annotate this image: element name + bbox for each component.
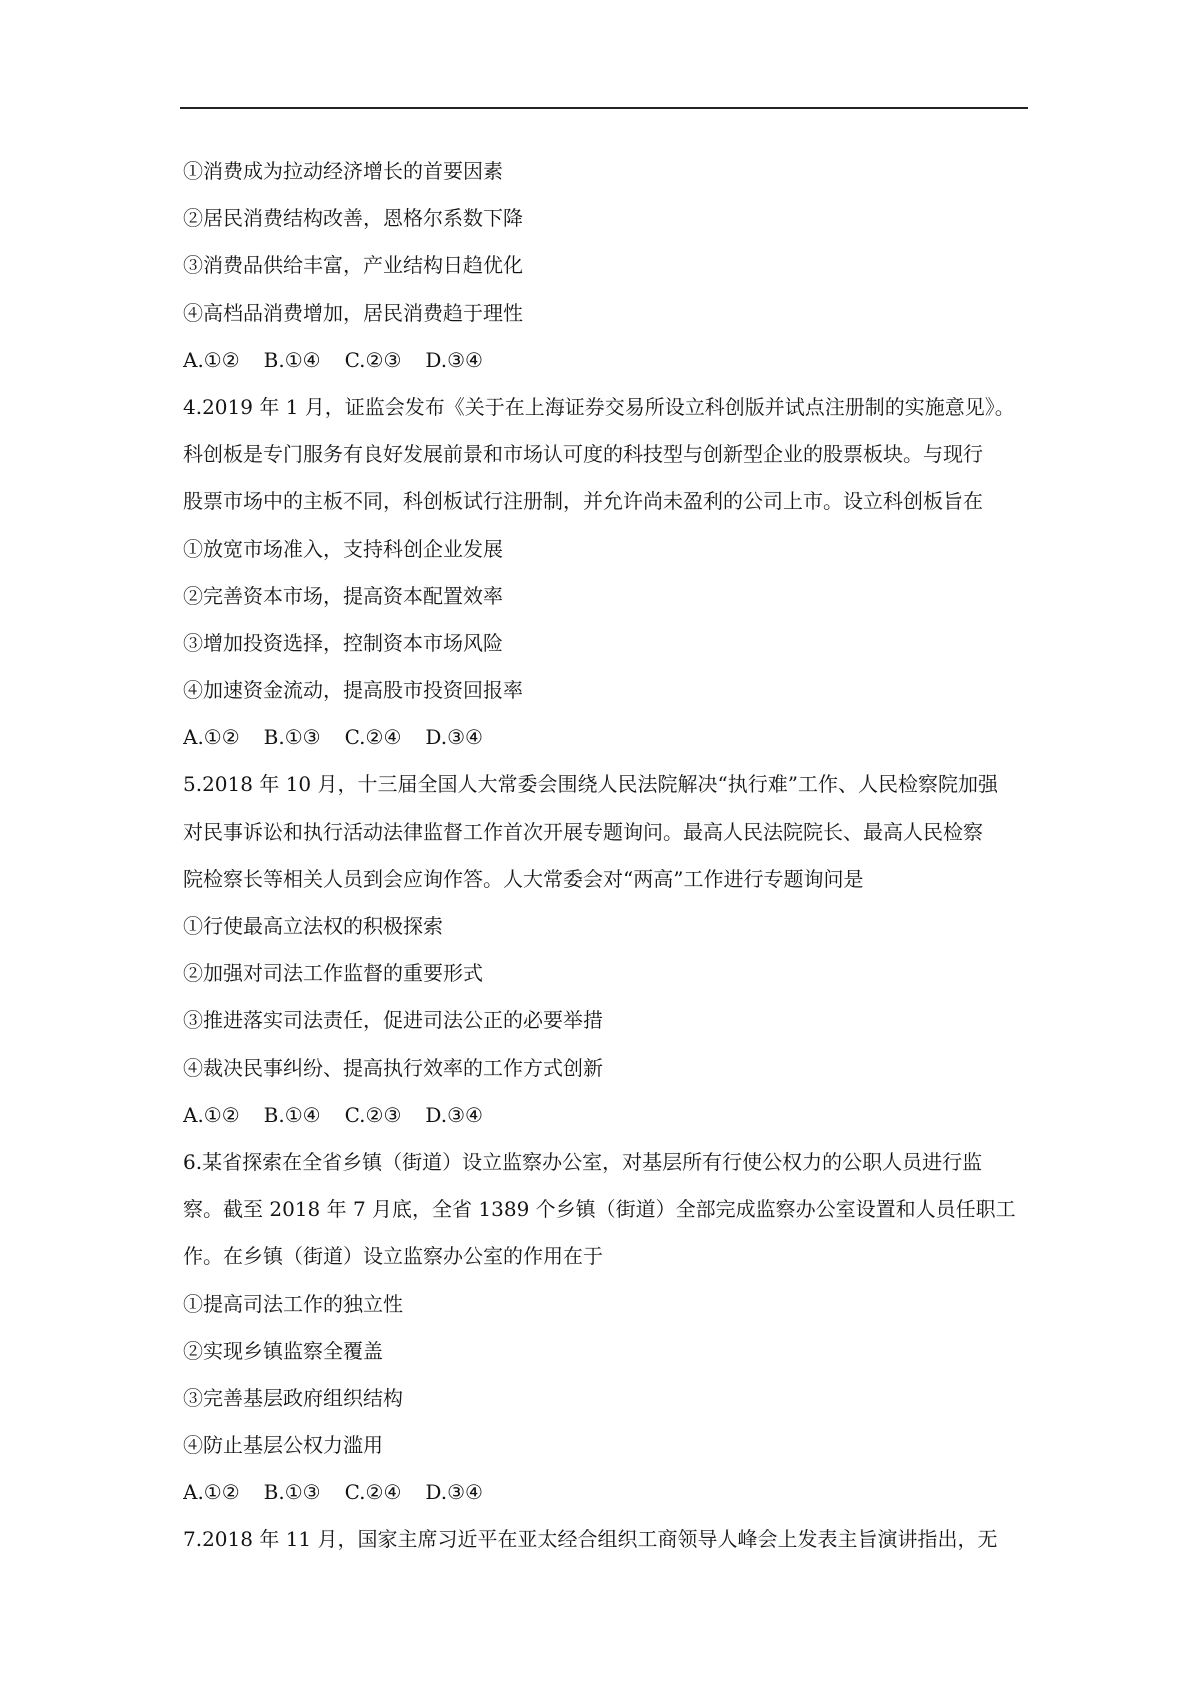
- question-5: [183, 761, 1028, 1139]
- q5-option-3: ③推进落实司法责任，促进司法公正的必要举措: [183, 1008, 603, 1033]
- question-6: [183, 1139, 1028, 1517]
- q5-stem-line-1: 5.2018 年 10 月，十三届全国人大常委会围绕人民法院解决“执行难”工作、人民检察院加强: [183, 772, 998, 797]
- q5-option-2: ②加强对司法工作监督的重要形式: [183, 961, 483, 986]
- q3-answer-d: D.③④: [425, 347, 483, 372]
- q6-answer-a: A.①②: [183, 1480, 240, 1505]
- q3-option-1: ①消费成为拉动经济增长的首要因素: [183, 159, 503, 183]
- q6-stem-line-3: 作。在乡镇（街道）设立监察办公室的作用在于: [183, 1244, 603, 1269]
- question-7: [183, 1516, 1028, 1563]
- q6-stem-line-2: 察。截至 2018 年 7 月底，全省 1389 个乡镇（街道）全部完成监察办公室设置和人员任职工: [183, 1197, 1016, 1222]
- q4-answer-choices: [183, 714, 1028, 761]
- q4-stem-line-1: 4.2019 年 1 月，证监会发布《关于在上海证券交易所设立科创版并试点注册制的实施意见》。: [183, 394, 1015, 419]
- q5-stem-line-2: 对民事诉讼和执行活动法律监督工作首次开展专题询问。最高人民法院院长、最高人民检察: [183, 819, 983, 844]
- q5-option-1: ①行使最高立法权的积极探索: [183, 914, 443, 938]
- exam-page: [183, 148, 1028, 1564]
- q4-stem-line-2: 科创板是专门服务有良好发展前景和市场认可度的科技型与创新型企业的股票板块。与现行: [183, 442, 983, 467]
- q5-answer-d: D.③④: [425, 1102, 483, 1127]
- q4-option-2: ②完善资本市场，提高资本配置效率: [183, 583, 503, 608]
- q3-answer-c: C.②③: [344, 347, 402, 372]
- q3-answer-a: A.①②: [183, 347, 240, 372]
- q4-stem-line-3: 股票市场中的主板不同，科创板试行注册制，并允许尚未盈利的公司上市。设立科创板旨在: [183, 489, 983, 514]
- q5-answer-a: A.①②: [183, 1102, 240, 1127]
- q4-option-1: ①放宽市场准入，支持科创企业发展: [183, 536, 503, 561]
- q4-answer-c: C.②④: [344, 725, 402, 750]
- q3-option-2: ②居民消费结构改善，恩格尔系数下降: [183, 206, 523, 231]
- q6-answer-d: D.③④: [425, 1480, 483, 1505]
- q6-answer-choices: [183, 1469, 1028, 1516]
- q4-option-4: ④加速资金流动，提高股市投资回报率: [183, 678, 523, 703]
- question-4: [183, 384, 1028, 762]
- q4-answer-a: A.①②: [183, 725, 240, 750]
- q6-option-2: ②实现乡镇监察全覆盖: [183, 1338, 383, 1363]
- question-3: [183, 148, 1028, 384]
- q4-answer-b: B.①③: [263, 725, 321, 750]
- q5-answer-c: C.②③: [344, 1102, 402, 1127]
- q5-answer-choices: [183, 1092, 1028, 1139]
- q6-option-1: ①提高司法工作的独立性: [183, 1291, 403, 1316]
- q5-stem-line-3: 院检察长等相关人员到会应询作答。人大常委会对“两高”工作进行专题询问是: [183, 866, 864, 891]
- q4-answer-d: D.③④: [425, 725, 483, 750]
- q5-option-4: ④裁决民事纠纷、提高执行效率的工作方式创新: [183, 1055, 603, 1080]
- q6-stem-line-1: 6.某省探索在全省乡镇（街道）设立监察办公室，对基层所有行使公权力的公职人员进行监: [183, 1149, 983, 1174]
- q4-option-3: ③增加投资选择，控制资本市场风险: [183, 630, 503, 655]
- q3-option-3: ③消费品供给丰富，产业结构日趋优化: [183, 253, 523, 278]
- q6-answer-b: B.①③: [263, 1480, 321, 1505]
- q6-answer-c: C.②④: [344, 1480, 402, 1505]
- q3-option-4: ④高档品消费增加，居民消费趋于理性: [183, 300, 523, 325]
- q6-option-3: ③完善基层政府组织结构: [183, 1385, 403, 1410]
- header-rule: [180, 107, 1028, 109]
- q7-stem-line-1: 7.2018 年 11 月，国家主席习近平在亚太经合组织工商领导人峰会上发表主旨演讲指出，无: [183, 1527, 998, 1552]
- q3-answer-choices: [183, 337, 1028, 384]
- q3-answer-b: B.①④: [263, 347, 321, 372]
- q5-answer-b: B.①④: [263, 1102, 321, 1127]
- q6-option-4: ④防止基层公权力滥用: [183, 1433, 383, 1458]
